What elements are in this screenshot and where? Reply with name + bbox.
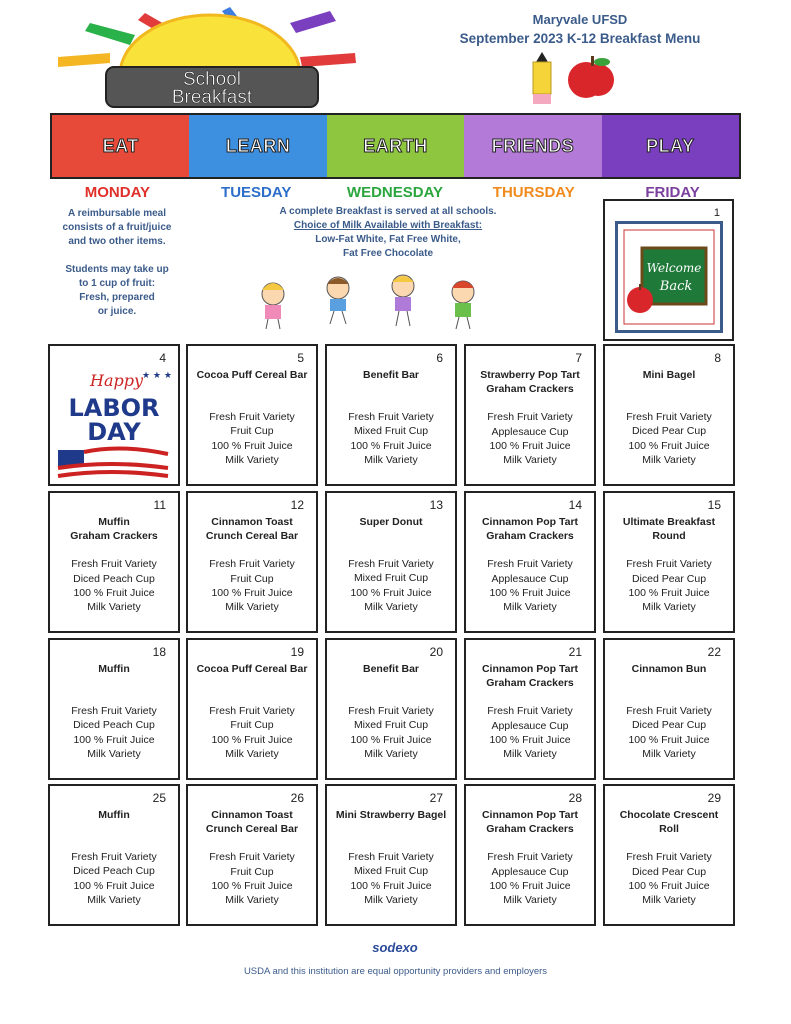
calendar-cell-7 (464, 344, 596, 486)
svg-text:LABOR: LABOR (68, 394, 160, 422)
banner-earth: EARTH (327, 115, 464, 177)
date-number: 27 (429, 791, 443, 805)
side-item: Fresh Fruit Variety (487, 411, 573, 424)
menu-sides (50, 557, 178, 614)
menu-entree (327, 808, 455, 822)
side-item: Milk Variety (225, 747, 279, 760)
side-item: Milk Variety (364, 747, 418, 760)
note-line: Fresh, prepared (79, 292, 155, 303)
side-item: Fresh Fruit Variety (626, 851, 712, 864)
side-item: Diced Pear Cup (631, 865, 707, 878)
side-item: 100 % Fruit Juice (350, 439, 432, 452)
side-item: Applesauce Cup (491, 572, 569, 585)
menu-sides (188, 410, 316, 467)
footer-statement: USDA and this institution are equal opportunity providers and employers (243, 966, 548, 977)
side-item: Mixed Fruit Cup (353, 425, 429, 438)
side-item: Mixed Fruit Cup (353, 572, 429, 585)
menu-sides (605, 557, 733, 614)
note-line: consists of a fruit/juice (62, 222, 172, 233)
date-number: 13 (429, 498, 443, 512)
date-number: 22 (707, 645, 721, 659)
milk-info-note (258, 205, 518, 261)
menu-sides (466, 704, 594, 761)
side-item: 100 % Fruit Juice (73, 586, 155, 599)
side-item: 100 % Fruit Juice (628, 439, 710, 452)
date-number: 28 (568, 791, 582, 805)
menu-entree (605, 368, 733, 382)
side-item: 100 % Fruit Juice (350, 879, 432, 892)
side-item: Diced Peach Cup (73, 865, 155, 878)
side-item: Fresh Fruit Variety (487, 851, 573, 864)
menu-sides (188, 850, 316, 907)
menu-sides (188, 557, 316, 614)
note-line: Low-Fat White, Fat Free White, (315, 234, 461, 245)
date-number: 29 (707, 791, 721, 805)
svg-text:Welcome: Welcome (646, 261, 702, 275)
entree-line: Roll (659, 823, 679, 836)
side-item: 100 % Fruit Juice (211, 586, 293, 599)
menu-sides (327, 557, 455, 614)
welcome-back-image (615, 221, 723, 333)
side-item: Milk Variety (364, 453, 418, 466)
menu-entree (605, 808, 733, 836)
menu-entree (466, 808, 594, 836)
side-item: 100 % Fruit Juice (73, 733, 155, 746)
entree-line: Mini Bagel (642, 369, 696, 381)
side-item: Applesauce Cup (491, 865, 569, 878)
menu-sides (605, 850, 733, 907)
svg-text:Back: Back (659, 279, 693, 294)
side-item: Diced Pear Cup (631, 719, 707, 732)
entree-line: Cinnamon Bun (631, 663, 707, 675)
calendar-cell-25 (48, 784, 180, 926)
entree-line: Cinnamon Toast (211, 516, 293, 528)
chalkboard-icon (618, 224, 720, 330)
svg-text:Breakfast: Breakfast (171, 87, 253, 108)
note-spacer (54, 249, 180, 263)
menu-entree (466, 368, 594, 396)
entree-line: Graham Crackers (486, 383, 574, 396)
menu-entree (605, 662, 733, 676)
side-item: 100 % Fruit Juice (489, 586, 571, 599)
entree-line: Cinnamon Pop Tart (481, 663, 579, 675)
side-item: Fresh Fruit Variety (348, 705, 434, 718)
menu-sides (466, 850, 594, 907)
side-item: Mixed Fruit Cup (353, 865, 429, 878)
side-item: Milk Variety (642, 747, 696, 760)
side-item: Diced Pear Cup (631, 572, 707, 585)
calendar-cell-29 (603, 784, 735, 926)
entree-line: Crunch Cereal Bar (205, 823, 299, 836)
svg-text:DAY: DAY (87, 418, 141, 446)
calendar-cell-12 (186, 491, 318, 633)
side-item: Fruit Cup (230, 572, 274, 585)
side-item: Milk Variety (642, 894, 696, 907)
menu-entree (50, 515, 178, 543)
side-item: Fresh Fruit Variety (209, 558, 295, 571)
side-item: Applesauce Cup (491, 719, 569, 732)
school-breakfast-logo (50, 5, 370, 110)
date-number: 12 (290, 498, 304, 512)
calendar-cell-21 (464, 638, 596, 780)
side-item: Milk Variety (87, 893, 141, 906)
side-item: Fresh Fruit Variety (209, 411, 295, 424)
menu-sides (50, 704, 178, 761)
entree-line: Graham Crackers (486, 677, 574, 690)
menu-entree (188, 808, 316, 836)
date-number: 26 (290, 791, 304, 805)
side-item: Milk Variety (87, 747, 141, 760)
sodexo-logo: sodexo (372, 940, 418, 955)
side-item: 100 % Fruit Juice (628, 586, 710, 599)
calendar-cell-13 (325, 491, 457, 633)
side-item: Fresh Fruit Variety (348, 851, 434, 864)
calendar-cell-6 (325, 344, 457, 486)
day-monday: MONDAY (84, 184, 151, 201)
side-item: Fresh Fruit Variety (209, 851, 295, 864)
side-item: Fresh Fruit Variety (348, 558, 434, 571)
pencil-apple-icon (528, 52, 618, 108)
note-line: A complete Breakfast is served at all schools. (279, 206, 497, 217)
calendar-cell-1 (603, 199, 734, 341)
menu-sides (188, 704, 316, 761)
side-item: 100 % Fruit Juice (211, 439, 293, 452)
date-number: 6 (436, 351, 443, 365)
side-item: Diced Peach Cup (73, 572, 155, 585)
side-item: Fresh Fruit Variety (626, 558, 712, 571)
entree-line: Mini Strawberry Bagel (335, 809, 447, 821)
menu-entree (327, 662, 455, 676)
side-item: 100 % Fruit Juice (489, 439, 571, 452)
side-item: Diced Pear Cup (631, 425, 707, 438)
menu-sides (466, 410, 594, 467)
calendar-cell-19 (186, 638, 318, 780)
calendar-cell-15 (603, 491, 735, 633)
side-item: 100 % Fruit Juice (350, 733, 432, 746)
side-item: 100 % Fruit Juice (211, 733, 293, 746)
theme-banner (50, 113, 741, 179)
banner-learn: LEARN (189, 115, 326, 177)
calendar-cell-14 (464, 491, 596, 633)
calendar-cell-11 (48, 491, 180, 633)
date-number: 5 (297, 351, 304, 365)
side-item: Milk Variety (364, 600, 418, 613)
entree-line: Muffin (98, 663, 130, 675)
entree-line: Cocoa Puff Cereal Bar (196, 663, 308, 675)
calendar-cell-5 (186, 344, 318, 486)
calendar-cell-28 (464, 784, 596, 926)
side-item: Milk Variety (503, 748, 557, 761)
side-item: Fruit Cup (230, 865, 274, 878)
side-item: 100 % Fruit Juice (628, 733, 710, 746)
side-item: Fresh Fruit Variety (487, 558, 573, 571)
date-number: 11 (153, 498, 166, 512)
menu-entree (50, 662, 178, 676)
side-item: Fresh Fruit Variety (71, 851, 157, 864)
side-item: 100 % Fruit Juice (628, 879, 710, 892)
menu-entree (188, 368, 316, 382)
svg-text:School: School (182, 69, 242, 90)
entree-line: Graham Crackers (486, 530, 574, 543)
day-friday: FRIDAY (645, 184, 700, 201)
note-line: and two other items. (68, 236, 166, 247)
banner-play: PLAY (602, 115, 739, 177)
calendar-cell-18 (48, 638, 180, 780)
date-number: 8 (714, 351, 721, 365)
day-thursday: THURSDAY (492, 184, 575, 201)
svg-text:★ ★ ★: ★ ★ ★ (142, 371, 172, 381)
entree-line: Graham Crackers (70, 530, 158, 543)
menu-sides (466, 557, 594, 614)
side-item: Milk Variety (225, 601, 279, 614)
entree-line: Crunch Cereal Bar (205, 530, 299, 543)
kids-illustration (248, 272, 493, 332)
date-number: 4 (159, 351, 166, 365)
menu-heading (420, 10, 740, 48)
side-item: 100 % Fruit Juice (211, 879, 293, 892)
meal-info-note (54, 207, 180, 319)
side-item: Fruit Cup (230, 425, 274, 438)
side-item: Diced Peach Cup (73, 719, 155, 732)
calendar-cell-8 (603, 344, 735, 486)
side-item: Applesauce Cup (491, 425, 569, 438)
note-line: Students may take up (65, 264, 169, 275)
side-item: Fresh Fruit Variety (487, 705, 573, 718)
labor-day-image (50, 346, 178, 484)
menu-sides (327, 704, 455, 761)
side-item: Milk Variety (642, 453, 696, 466)
menu-sides (327, 850, 455, 907)
note-line: or juice. (97, 306, 137, 317)
menu-entree (605, 515, 733, 543)
date-number: 21 (568, 645, 582, 659)
date-number: 14 (568, 498, 582, 512)
side-item: Milk Variety (503, 454, 557, 467)
entree-line: Strawberry Pop Tart (480, 369, 580, 381)
note-line: to 1 cup of fruit: (78, 278, 156, 289)
side-item: Fresh Fruit Variety (626, 705, 712, 718)
menu-sides (327, 410, 455, 467)
menu-entree (50, 808, 178, 822)
note-line: Fat Free Chocolate (342, 248, 434, 259)
side-item: Milk Variety (503, 601, 557, 614)
menu-entree (466, 662, 594, 690)
day-tuesday: TUESDAY (221, 184, 292, 201)
side-item: Milk Variety (225, 453, 279, 466)
note-line: A reimbursable meal (67, 208, 166, 219)
menu-entree (188, 662, 316, 676)
menu-entree (188, 515, 316, 543)
side-item: Fresh Fruit Variety (209, 705, 295, 718)
entree-line: Round (652, 530, 686, 543)
date-number: 1 (713, 207, 720, 219)
side-item: 100 % Fruit Juice (489, 733, 571, 746)
date-number: 25 (152, 791, 166, 805)
side-item: Milk Variety (364, 893, 418, 906)
side-item: 100 % Fruit Juice (73, 879, 155, 892)
entree-line: Cinnamon Pop Tart (481, 809, 579, 821)
side-item: Milk Variety (503, 894, 557, 907)
entree-line: Muffin (98, 809, 130, 821)
calendar-cell-4 (48, 344, 180, 486)
calendar-cell-27 (325, 784, 457, 926)
entree-line: Ultimate Breakfast (622, 516, 716, 528)
date-number: 15 (707, 498, 721, 512)
menu-entree (327, 368, 455, 382)
side-item: Fresh Fruit Variety (348, 411, 434, 424)
svg-text:Happy: Happy (90, 371, 144, 390)
menu-entree (466, 515, 594, 543)
date-number: 20 (429, 645, 443, 659)
entree-line: Chocolate Crescent (619, 809, 719, 821)
side-item: Fresh Fruit Variety (71, 705, 157, 718)
entree-line: Muffin (98, 516, 130, 528)
district-name: Maryvale UFSD (532, 12, 628, 27)
menu-sides (50, 850, 178, 907)
entree-line: Cinnamon Pop Tart (481, 516, 579, 528)
side-item: Fresh Fruit Variety (71, 558, 157, 571)
entree-line: Cinnamon Toast (211, 809, 293, 821)
menu-sides (605, 410, 733, 467)
date-number: 19 (290, 645, 304, 659)
side-item: Milk Variety (87, 601, 141, 614)
side-item: Milk Variety (225, 894, 279, 907)
side-item: 100 % Fruit Juice (489, 879, 571, 892)
menu-sides (605, 704, 733, 761)
side-item: Fruit Cup (230, 719, 274, 732)
side-item: Mixed Fruit Cup (353, 719, 429, 732)
calendar-cell-20 (325, 638, 457, 780)
menu-entree (327, 515, 455, 529)
menu-title: September 2023 K-12 Breakfast Menu (459, 31, 701, 46)
calendar-cell-22 (603, 638, 735, 780)
entree-line: Graham Crackers (486, 823, 574, 836)
note-line: Choice of Milk Available with Breakfast: (293, 220, 483, 231)
entree-line: Super Donut (359, 516, 423, 528)
entree-line: Benefit Bar (362, 369, 419, 381)
date-number: 18 (152, 645, 166, 659)
calendar-cell-26 (186, 784, 318, 926)
banner-friends: FRIENDS (464, 115, 601, 177)
date-number: 7 (575, 351, 582, 365)
banner-eat: EAT (52, 115, 189, 177)
day-wednesday: WEDNESDAY (346, 184, 444, 201)
side-item: Fresh Fruit Variety (626, 411, 712, 424)
entree-line: Benefit Bar (362, 663, 419, 675)
side-item: Milk Variety (642, 601, 696, 614)
side-item: 100 % Fruit Juice (350, 586, 432, 599)
entree-line: Cocoa Puff Cereal Bar (196, 369, 308, 381)
